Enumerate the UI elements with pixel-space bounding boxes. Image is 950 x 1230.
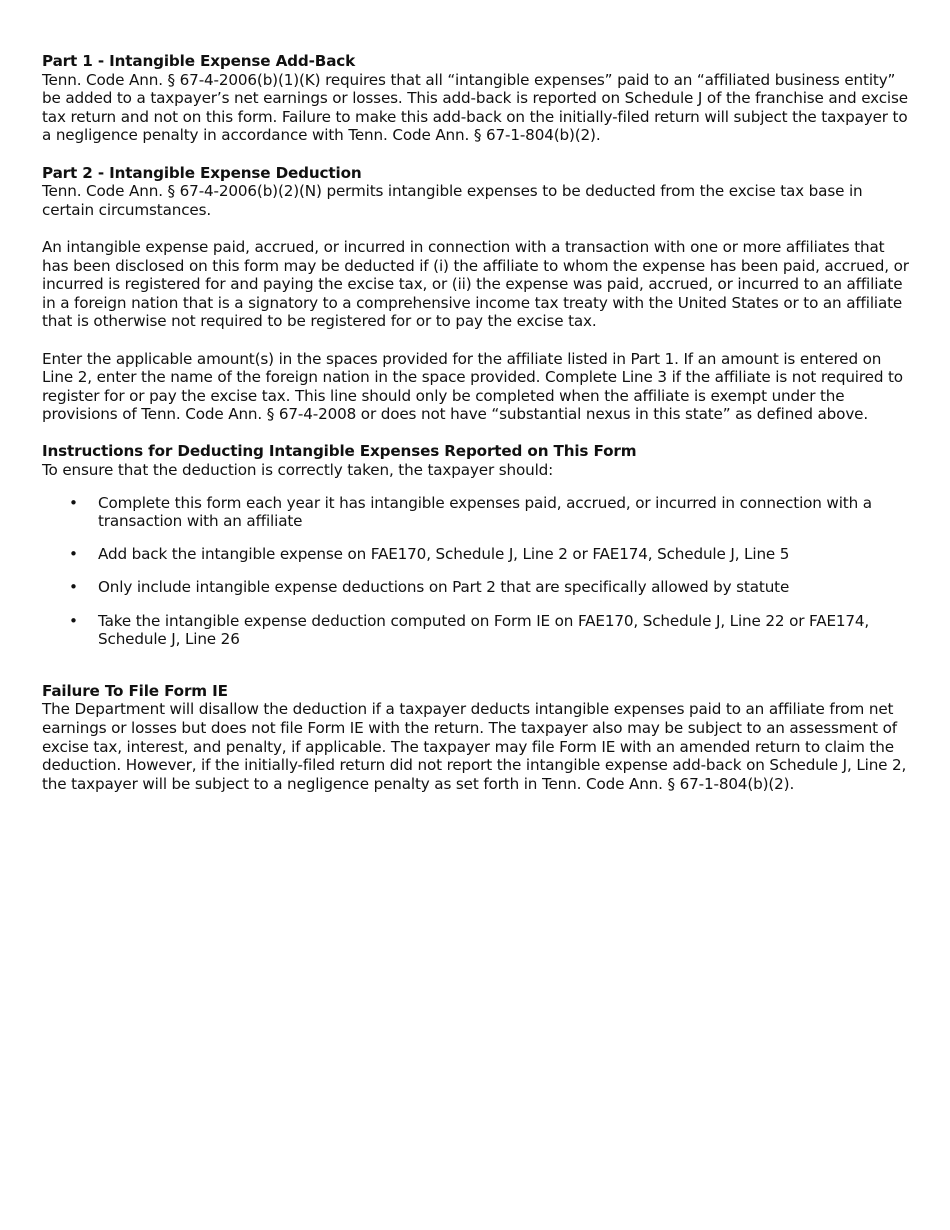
part2-body-1: Tenn. Code Ann. § 67-4-2006(b)(2)(N) permits intangible expenses to be deducted from the excise tax base in certain circumstances. [42,182,863,219]
part2-section [42,164,914,424]
list-item [42,494,914,531]
part1-body: Tenn. Code Ann. § 67-4-2006(b)(1)(K) requires that all “intangible expenses” paid to an “affiliated business entity” be added to a taxpayer’s net earnings or losses. This add-back is reported on Schedule J of the franchise and excise tax return and not on this form. Failure to make this add-back on the initially-filed return will subject the taxpayer to a negligence penalty in accordance with Tenn. Code Ann. § 67-1-804(b)(2). [42,70,908,145]
list-item-text: Take the intangible expense deduction computed on Form IE on FAE170, Schedule J, Line 22 or FAE174, Schedule J, Line 26 [98,611,870,649]
part1-heading: Part 1 - Intangible Expense Add-Back [42,52,356,70]
part2-body-3: Enter the applicable amount(s) in the spaces provided for the affiliate listed in Part 1. If an amount is entered on Line 2, enter the name of the foreign nation in the space provided. Complete Line 3 if the affiliate is not required to register for or pay the excise tax. This line should only be completed when the affiliate is exempt under the provisions of Tenn. Code Ann. § 67-4-2008 or does not have “substantial nexus in this state” as defined above. [42,349,903,424]
bullet-icon: • [69,578,78,597]
bullet-icon: • [69,611,78,630]
bullet-icon: • [69,493,78,512]
bullet-icon: • [69,545,78,564]
list-item [42,578,914,597]
instructions-page [42,52,914,793]
failure-heading: Failure To File Form IE [42,681,228,700]
list-item-text: Complete this form each year it has intangible expenses paid, accrued, or incurred in connection with a transaction with an affiliate [98,493,872,531]
failure-body: The Department will disallow the deduction if a taxpayer deducts intangible expenses paid to an affiliate from net earnings or losses but does not file Form IE with the return. The taxpayer also may be subject to an assessment of excise tax, interest, and penalty, if applicable. The taxpayer may file Form IE with an amended return to claim the deduction. However, if the initially-filed return did not report the intangible expense add-back on Schedule J, Line 2, the taxpayer will be subject to a negligence penalty as set forth in Tenn. Code Ann. § 67-1-804(b)(2). [42,700,907,793]
list-item [42,545,914,564]
list-item-text: Add back the intangible expense on FAE170, Schedule J, Line 2 or FAE174, Schedule J, Line 5 [98,545,790,564]
spacer [42,331,914,350]
failure-section [42,682,914,794]
part2-body-2: An intangible expense paid, accrued, or incurred in connection with a transaction with one or more affiliates that has been disclosed on this form may be deducted if (i) the affiliate to whom the expense has been paid, accrued, or incurred is registered for and paying the excise tax, or (ii) the expense was paid, accrued, or incurred to an affiliate in a foreign nation that is a signatory to a comprehensive income tax treaty with the United States or to an affiliate that is otherwise not required to be registered for or to pay the excise tax. [42,237,909,331]
part1-section [42,52,914,145]
spacer [42,424,914,443]
list-item [42,612,914,649]
spacer [42,480,914,494]
instructions-bullet-list [42,494,914,649]
spacer [42,145,914,164]
spacer [42,649,914,682]
instructions-intro: To ensure that the deduction is correctly taken, the taxpayer should: [42,461,554,480]
part2-heading: Part 2 - Intangible Expense Deduction [42,163,362,182]
list-item-text: Only include intangible expense deductions on Part 2 that are specifically allowed by statute [98,578,790,597]
instructions-section [42,442,914,648]
instructions-heading: Instructions for Deducting Intangible Expenses Reported on This Form [42,442,637,461]
spacer [42,219,914,238]
